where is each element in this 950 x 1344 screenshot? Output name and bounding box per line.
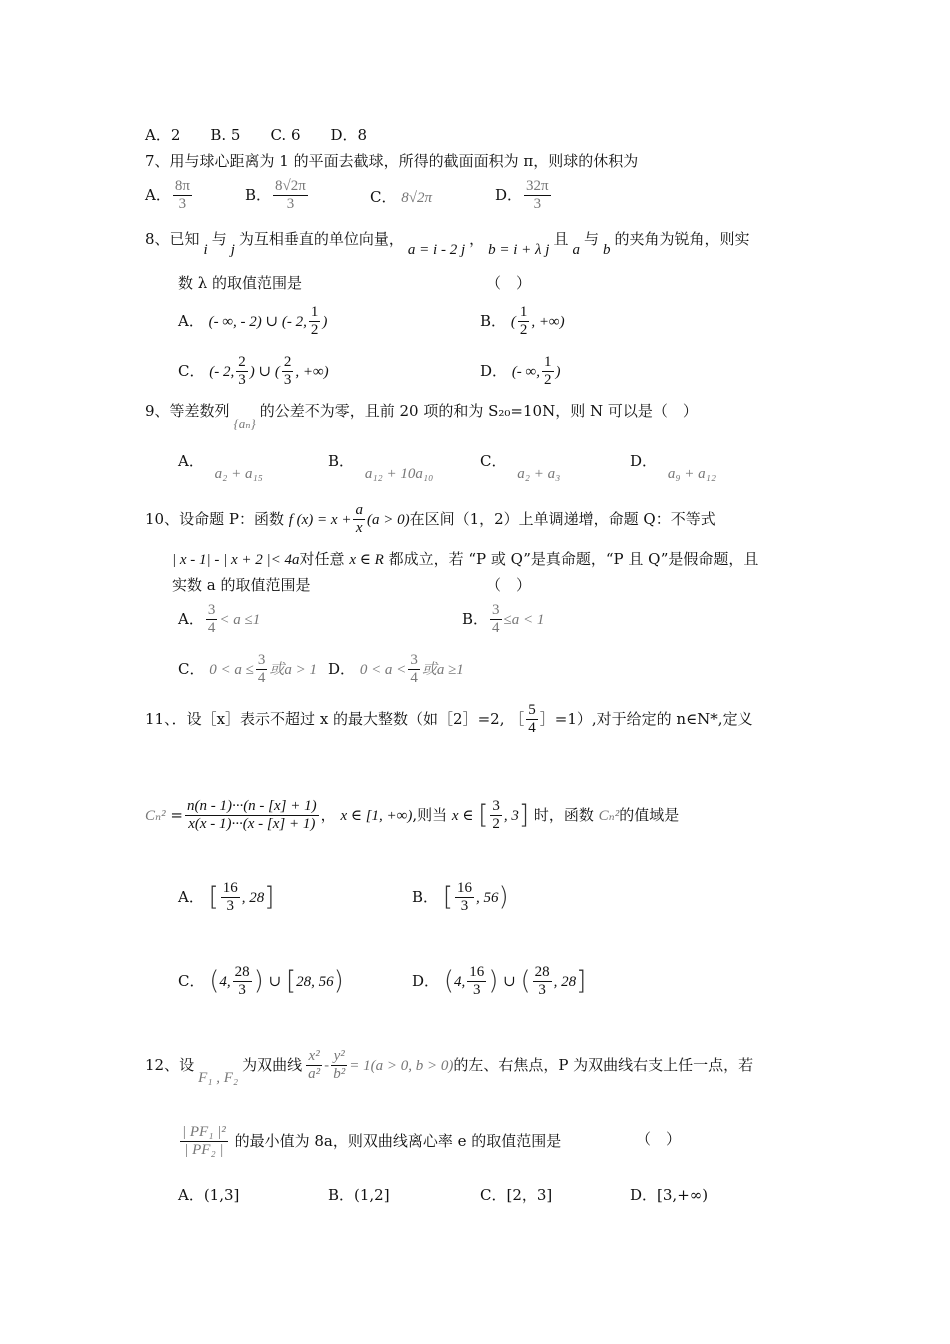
q10-stem-line2: | x - 1| - | x + 2 |< 4a对任意 x ∈ R 都成立，若 “P 或 Q”是真命题，“P 且 Q”是假命题，且 (172, 550, 759, 568)
q12-option-d: D．[3,+∞) (630, 1186, 709, 1204)
q9-stem: 9、等差数列{aₙ}的公差不为零，且前 20 项的和为 S₂₀=10N，则 N 可以是（ ） (145, 402, 698, 431)
q7-option-d: D． $\frac{32\pi}{3}$ (495, 178, 549, 213)
q10-option-a: A． $\frac{3}{4}$ < a ≤1 (178, 602, 261, 637)
q10-paren: （ ） (486, 576, 532, 594)
q7-option-c: C． 8√2π (370, 188, 433, 206)
q6-options: A．2 B. 5 C. 6 D．8 (145, 126, 368, 144)
q10-stem-line1: 10、设命题 P：函数 f (x) = x + $\frac{a}{x}$ (a > 0)在区间（1，2）上单调递增，命题 Q：不等式 (145, 502, 716, 537)
q12-option-c: C．[2，3] (480, 1186, 553, 1204)
q8-stem-line2: 数 λ 的取值范围是 (178, 274, 303, 292)
q9-option-a: A． a₂ + a₁₅ (178, 452, 263, 482)
q8-paren: （ ） (486, 274, 532, 292)
q11-option-d: D． (4, $\frac{16}{3}$ ) ∪ ( $\frac{28}{3}$ , 28] (412, 964, 587, 999)
q12-stem-line2: $\frac{\text{| PF₁ |²}}{\text{| PF₂ |}}$ 的最小值为 8a，则双曲线离心率 e 的取值范围是 (182, 1124, 562, 1159)
q11-option-c: C． (4, $\frac{28}{3}$ ) ∪ [28, 56) (178, 964, 344, 999)
q11-option-b: B． [ $\frac{16}{3}$ , 56) (412, 880, 509, 915)
q8-option-a: A． (- ∞, - 2) ∪ (- 2, $\frac{1}{2}$ ) (178, 304, 328, 339)
q12-paren: （ ） (636, 1130, 682, 1148)
q11-definition: Cₙ² = $\frac{n(n - 1)\cdot\cdot\cdot(n - [x] + 1)}{x(x - 1)\cdot\cdot\cdot(x - [x] + 1)}$ ， x ∈ [1, +∞),则当 x ∈ [ $\frac{3}{2}$ , 3] 时，函数 Cₙ²的值域是 (145, 798, 680, 833)
q7-option-b: B． $\frac{8√2\pi}{3}$ (245, 178, 306, 213)
q8-option-d: D． (- ∞, $\frac{1}{2}$ ) (480, 354, 561, 389)
q11-option-a: A． [ $\frac{16}{3}$ , 28] (178, 880, 275, 915)
q9-option-b: B． a₁₂ + 10a₁₀ (328, 452, 434, 482)
q11-stem-line1: 11、．设［x］表示不超过 x 的最大整数（如［2］=2, ［ $\frac{5}{4}$ ］=1）,对于给定的 n∈N*,定义 (145, 702, 753, 737)
q8-option-c: C． (- 2, $\frac{2}{3}$ ) ∪ ( $\frac{2}{3}$ , +∞) (178, 354, 329, 389)
q9-option-c: C． a₂ + a₃ (480, 452, 561, 482)
q12-option-a: A．(1,3] (178, 1186, 240, 1204)
q9-option-d: D． a₉ + a₁₂ (630, 452, 717, 482)
q7-stem: 7、用与球心距离为 1 的平面去截球，所得的截面面积为 π，则球的休积为 (145, 152, 639, 170)
q8-option-b: B． ( $\frac{1}{2}$ , +∞) (480, 304, 565, 339)
q10-stem-line3: 实数 a 的取值范围是 (172, 576, 311, 594)
q10-option-b: B． $\frac{3}{4}$ ≤a < 1 (462, 602, 545, 637)
q10-option-d: D． 0 < a < $\frac{3}{4}$ 或a ≥1 (328, 652, 464, 687)
q7-option-a: A． $\frac{8\pi}{3}$ (145, 178, 190, 213)
q10-option-c: C． 0 < a ≤ $\frac{3}{4}$ 或a > 1 (178, 652, 317, 687)
q12-option-b: B．(1,2] (328, 1186, 390, 1204)
q8-stem-line1: 8、已知i与j为互相垂直的单位向量，a = i - 2 j，b = i + λ j且a与b的夹角为锐角，则实 (145, 230, 750, 258)
q12-stem-line1: 12、设F₁ , F₂为双曲线 $\frac{\text{x²}}{\text{a²}}$ - $\frac{\text{y²}}{\text{b²}}$ = 1(a > 0, b > 0)的左、右焦点，P 为双曲线右支上任一点，若 (145, 1048, 754, 1086)
